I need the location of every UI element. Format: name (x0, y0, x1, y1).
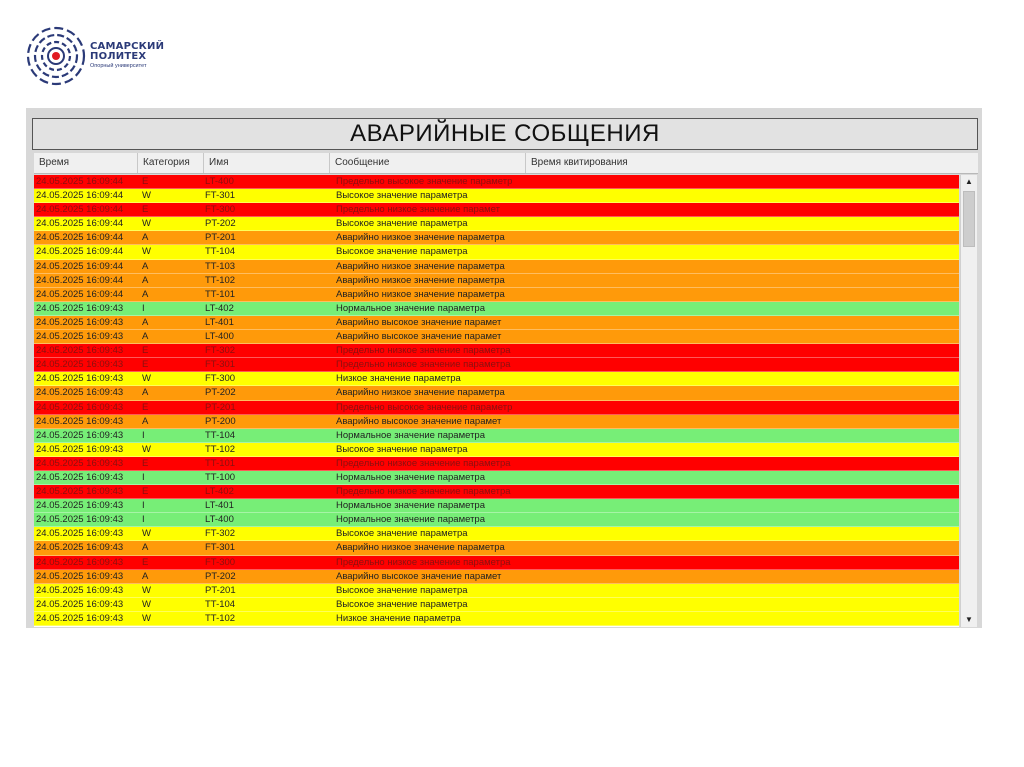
row-message: Предельно высокое значение параметр (336, 401, 513, 413)
row-time: 24.05.2025 16:09:44 (36, 232, 124, 244)
row-category: A (142, 232, 149, 244)
row-message: Предельно низкое значение параметра (336, 486, 511, 498)
row-name: PT-200 (205, 415, 236, 427)
row-message: Аварийно низкое значение параметра (336, 232, 505, 244)
table-row[interactable] (34, 584, 959, 598)
row-time: 24.05.2025 16:09:43 (36, 331, 124, 343)
row-category: E (142, 359, 149, 371)
row-time: 24.05.2025 16:09:43 (36, 373, 124, 385)
row-name: TT-102 (205, 274, 236, 286)
row-time: 24.05.2025 16:09:43 (36, 612, 124, 624)
table-row[interactable] (34, 344, 959, 358)
row-time: 24.05.2025 16:09:44 (36, 176, 124, 187)
row-category: W (142, 598, 151, 610)
row-category: A (142, 288, 149, 300)
row-message: Предельно низкое значение параметра (336, 556, 511, 568)
table-row[interactable] (34, 443, 959, 457)
row-message: Предельно низкое значение параметра (336, 359, 511, 371)
row-time: 24.05.2025 16:09:43 (36, 359, 124, 371)
row-name: TT-104 (205, 246, 236, 258)
table-row[interactable] (34, 527, 959, 541)
row-time: 24.05.2025 16:09:43 (36, 584, 124, 596)
row-message: Низкое значение параметра (336, 373, 461, 385)
row-time: 24.05.2025 16:09:43 (36, 302, 124, 314)
row-message: Нормальное значение параметра (336, 429, 485, 441)
row-name: FT-302 (205, 345, 236, 357)
row-message: Высокое значение параметра (336, 584, 468, 596)
row-message: Аварийно высокое значение парамет (336, 570, 502, 582)
row-message: Высокое значение параметра (336, 218, 468, 230)
table-row[interactable] (34, 203, 959, 217)
row-category: A (142, 316, 149, 328)
row-name: PT-202 (205, 218, 236, 230)
row-message: Аварийно низкое значение параметра (336, 387, 505, 399)
row-time: 24.05.2025 16:09:44 (36, 260, 124, 272)
row-name: TT-104 (205, 429, 236, 441)
row-message: Аварийно высокое значение парамет (336, 316, 502, 328)
row-time: 24.05.2025 16:09:44 (36, 218, 124, 230)
row-category: I (142, 302, 145, 314)
scroll-down-arrow-icon[interactable]: ▼ (965, 615, 973, 624)
row-time: 24.05.2025 16:09:43 (36, 345, 124, 357)
row-time: 24.05.2025 16:09:43 (36, 401, 124, 413)
table-row[interactable] (34, 401, 959, 415)
table-row[interactable] (34, 302, 959, 316)
row-category: I (142, 514, 145, 526)
table-row[interactable] (34, 485, 959, 499)
table-row[interactable] (34, 429, 959, 443)
row-category: E (142, 486, 149, 498)
row-time: 24.05.2025 16:09:43 (36, 500, 124, 512)
table-row[interactable] (34, 570, 959, 584)
row-name: FT-300 (205, 373, 236, 385)
logo-title: САМАРСКИЙ (90, 41, 165, 53)
table-row[interactable] (34, 541, 959, 555)
row-message: Предельно высокое значение параметр (336, 176, 513, 187)
row-message: Нормальное значение параметра (336, 500, 485, 512)
row-time: 24.05.2025 16:09:44 (36, 246, 124, 258)
row-category: W (142, 528, 151, 540)
row-category: W (142, 218, 151, 230)
table-row[interactable] (34, 513, 959, 527)
row-message: Нормальное значение параметра (336, 302, 485, 314)
row-time: 24.05.2025 16:09:43 (36, 443, 124, 455)
row-category: I (142, 471, 145, 483)
row-name: FT-300 (205, 556, 236, 568)
column-header-category[interactable]: Категория (138, 153, 204, 173)
table-row[interactable] (34, 175, 959, 189)
logo-subtitle: ПОЛИТЕХ (90, 51, 147, 63)
row-time: 24.05.2025 16:09:43 (36, 457, 124, 469)
table-row[interactable] (34, 499, 959, 513)
row-category: E (142, 345, 149, 357)
table-row[interactable] (34, 457, 959, 471)
row-name: TT-102 (205, 612, 236, 624)
row-name: LT-400 (205, 331, 234, 343)
row-message: Аварийно низкое значение параметра (336, 274, 505, 286)
table-row[interactable] (34, 598, 959, 612)
logo-tagline: Опорный университет (90, 63, 147, 70)
row-time: 24.05.2025 16:09:43 (36, 528, 124, 540)
row-category: W (142, 443, 151, 455)
row-time: 24.05.2025 16:09:43 (36, 598, 124, 610)
row-name: LT-401 (205, 316, 234, 328)
row-category: W (142, 612, 151, 624)
row-category: A (142, 542, 149, 554)
row-name: PT-201 (205, 584, 236, 596)
row-category: W (142, 246, 151, 258)
scroll-thumb[interactable] (963, 191, 975, 247)
row-name: TT-104 (205, 598, 236, 610)
row-name: TT-101 (205, 288, 236, 300)
row-category: I (142, 429, 145, 441)
row-name: TT-103 (205, 260, 236, 272)
logo (24, 24, 164, 88)
row-name: TT-101 (205, 457, 236, 469)
row-name: FT-301 (205, 190, 236, 202)
table-header (34, 153, 978, 174)
table-row[interactable] (34, 415, 959, 429)
row-name: PT-201 (205, 232, 236, 244)
row-time: 24.05.2025 16:09:43 (36, 542, 124, 554)
table-row[interactable] (34, 260, 959, 274)
alarm-panel (26, 108, 982, 628)
row-time: 24.05.2025 16:09:43 (36, 316, 124, 328)
column-header-ack-time[interactable]: Время квитирования (531, 157, 628, 168)
table-row[interactable] (34, 217, 959, 231)
row-name: TT-100 (205, 471, 236, 483)
row-category: A (142, 331, 149, 343)
row-name: LT-402 (205, 302, 234, 314)
column-header-time[interactable]: Время (34, 153, 138, 173)
row-name: FT-302 (205, 528, 236, 540)
row-category: A (142, 570, 149, 582)
table-row[interactable] (34, 612, 959, 626)
table-row[interactable] (34, 288, 959, 302)
table-row[interactable] (34, 231, 959, 245)
table-row[interactable] (34, 386, 959, 400)
row-name: PT-202 (205, 570, 236, 582)
table-row[interactable] (34, 189, 959, 203)
row-category: W (142, 190, 151, 202)
row-time: 24.05.2025 16:09:43 (36, 429, 124, 441)
row-name: FT-300 (205, 204, 236, 216)
row-category: E (142, 176, 149, 187)
logo-target-icon (24, 24, 88, 88)
row-time: 24.05.2025 16:09:44 (36, 204, 124, 216)
row-time: 24.05.2025 16:09:43 (36, 415, 124, 427)
table-row[interactable] (34, 372, 959, 386)
row-name: LT-401 (205, 500, 234, 512)
row-category: E (142, 556, 149, 568)
row-category: A (142, 260, 149, 272)
row-message: Высокое значение параметра (336, 443, 468, 455)
row-name: FT-301 (205, 359, 236, 371)
row-message: Аварийно низкое значение параметра (336, 542, 505, 554)
row-name: LT-402 (205, 486, 234, 498)
row-name: LT-400 (205, 176, 234, 187)
column-header-message[interactable]: Сообщение (330, 153, 526, 173)
row-message: Аварийно низкое значение параметра (336, 260, 505, 272)
row-message: Аварийно низкое значение параметра (336, 288, 505, 300)
row-message: Предельно низкое значение параметра (336, 457, 511, 469)
row-category: A (142, 415, 149, 427)
row-category: A (142, 387, 149, 399)
row-message: Аварийно высокое значение парамет (336, 331, 502, 343)
scroll-up-arrow-icon[interactable]: ▲ (965, 177, 973, 186)
row-message: Нормальное значение параметра (336, 514, 485, 526)
row-time: 24.05.2025 16:09:43 (36, 486, 124, 498)
vertical-scrollbar[interactable] (960, 175, 977, 627)
row-time: 24.05.2025 16:09:44 (36, 190, 124, 202)
row-time: 24.05.2025 16:09:43 (36, 514, 124, 526)
row-name: PT-202 (205, 387, 236, 399)
alarm-list[interactable] (34, 175, 959, 627)
row-name: TT-102 (205, 443, 236, 455)
row-time: 24.05.2025 16:09:43 (36, 471, 124, 483)
row-time: 24.05.2025 16:09:44 (36, 288, 124, 300)
row-message: Нормальное значение параметра (336, 471, 485, 483)
row-message: Высокое значение параметра (336, 528, 468, 540)
table-row[interactable] (34, 556, 959, 570)
row-time: 24.05.2025 16:09:43 (36, 556, 124, 568)
row-category: E (142, 401, 149, 413)
row-category: W (142, 373, 151, 385)
table-row[interactable] (34, 274, 959, 288)
table-row[interactable] (34, 330, 959, 344)
row-time: 24.05.2025 16:09:43 (36, 570, 124, 582)
row-message: Высокое значение параметра (336, 246, 468, 258)
row-category: E (142, 457, 149, 469)
row-category: A (142, 274, 149, 286)
row-message: Высокое значение параметра (336, 190, 468, 202)
row-time: 24.05.2025 16:09:43 (36, 387, 124, 399)
table-row[interactable] (34, 471, 959, 485)
panel-title: АВАРИЙНЫЕ СОБЩЕНИЯ (32, 118, 978, 150)
row-category: I (142, 500, 145, 512)
row-message: Аварийно высокое значение парамет (336, 415, 502, 427)
row-message: Предельно низкое значение параметра (336, 345, 511, 357)
table-row[interactable] (34, 316, 959, 330)
table-row[interactable] (34, 245, 959, 259)
row-name: LT-400 (205, 514, 234, 526)
row-message: Низкое значение параметра (336, 612, 461, 624)
row-time: 24.05.2025 16:09:44 (36, 274, 124, 286)
row-category: E (142, 204, 149, 216)
row-message: Высокое значение параметра (336, 598, 468, 610)
column-header-name[interactable]: Имя (204, 153, 330, 173)
table-row[interactable] (34, 358, 959, 372)
row-message: Предельно низкое значение парамет (336, 204, 500, 216)
row-name: FT-301 (205, 542, 236, 554)
row-category: W (142, 584, 151, 596)
row-name: PT-201 (205, 401, 236, 413)
